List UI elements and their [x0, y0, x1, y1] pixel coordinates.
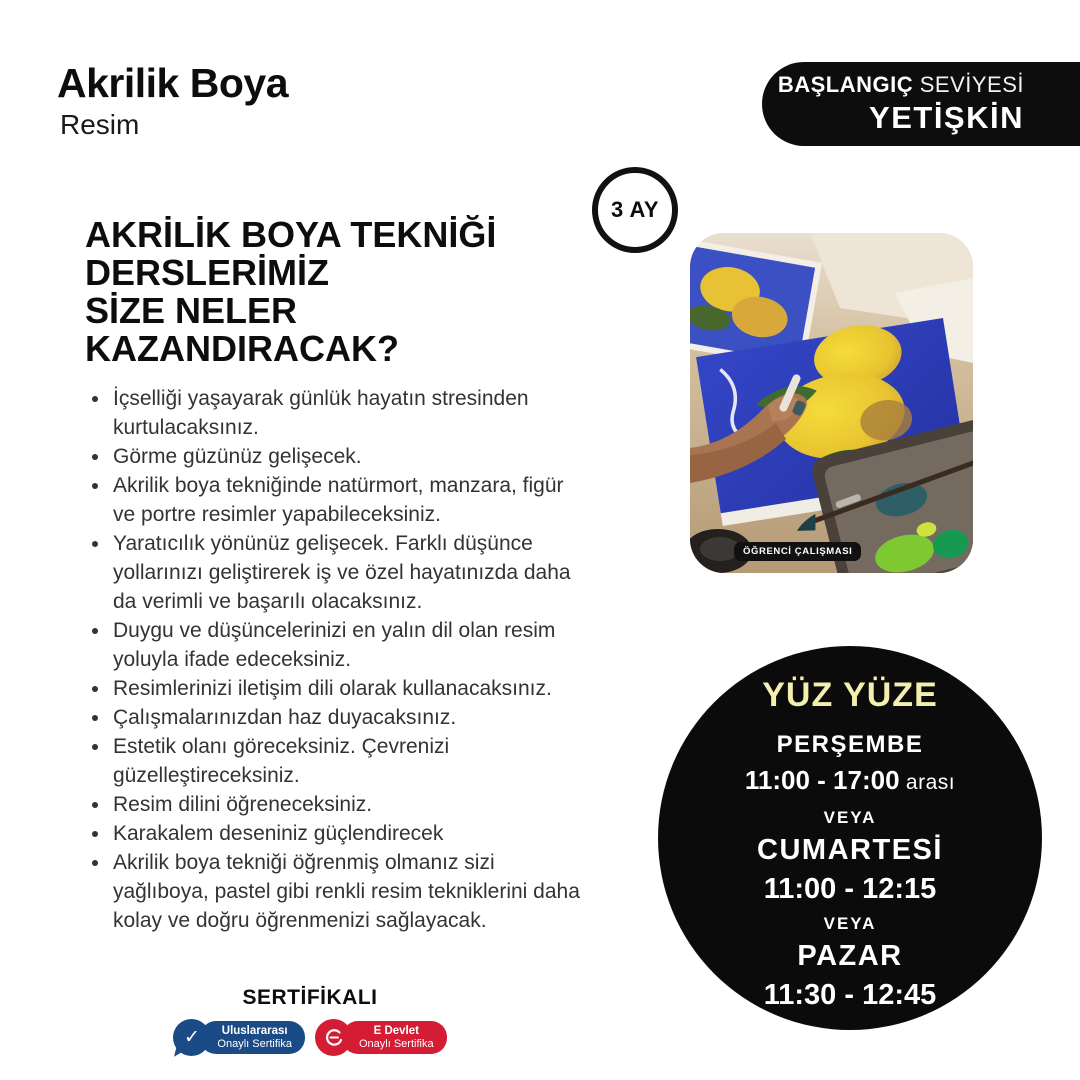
checkmark-glyph: ✓: [183, 1027, 200, 1048]
heading-line-1: AKRİLİK BOYA TEKNİĞİ: [85, 214, 497, 255]
badge-pill: [342, 1021, 447, 1055]
list-item: • Akrilik boya tekniği öğrenmiş olmanız sizi yağlıboya, pastel gibi renkli resim tekniklerini daha kolay ve doğru öğrenmenizi sağlayacak.: [111, 848, 589, 935]
badge-line2: Onaylı Sertifika: [217, 1037, 292, 1050]
schedule-time: 11:00 - 12:15: [763, 873, 937, 905]
schedule-time: 11:30 - 12:45: [763, 979, 937, 1011]
student-work-illustration: [690, 233, 973, 573]
schedule-time: [745, 765, 955, 796]
swirl-glyph: [323, 1027, 345, 1049]
section-heading: [85, 216, 496, 368]
student-work-photo: [690, 233, 973, 573]
benefits-list: [85, 384, 589, 935]
photo-caption: ÖĞRENCİ ÇALIŞMASI: [734, 542, 861, 561]
level-badge: [762, 62, 1080, 146]
list-item: • Duygu ve düşüncelerinizi en yalın dil olan resim yoluyla ifade edeceksiniz.: [111, 616, 589, 674]
heading-line-4: KAZANDIRACAK?: [85, 328, 399, 369]
list-item: • Yaratıcılık yönünüz gelişecek. Farklı düşünce yollarınızı geliştirerek iş ve özel hayatınızda daha da verimli ve başarılı olacaksınız.: [111, 529, 589, 616]
badge-line1: E Devlet: [373, 1024, 419, 1037]
schedule-day: CUMARTESİ: [757, 834, 943, 866]
list-item: • İçselliği yaşayarak günlük hayatın stresinden kurtulacaksınız.: [111, 384, 589, 442]
schedule-title: YÜZ YÜZE: [762, 676, 938, 714]
e-devlet-certificate-badge: [315, 1019, 447, 1056]
heading-line-2: DERSLERİMİZ: [85, 252, 330, 293]
schedule-time-suffix: arası: [899, 771, 956, 794]
title-block: [57, 62, 288, 141]
schedule-separator: VEYA: [823, 914, 877, 933]
heading-line-3: SİZE NELER: [85, 290, 298, 331]
certification-block: [140, 986, 480, 1056]
schedule-time-value: 11:00 - 17:00: [744, 765, 900, 795]
course-category: Resim: [60, 109, 140, 141]
schedule-circle: [658, 646, 1042, 1030]
badge-line1: Uluslararası: [221, 1024, 288, 1037]
schedule-separator: VEYA: [823, 808, 877, 827]
duration-badge: [592, 167, 678, 253]
duration-label: 3 AY: [610, 197, 660, 222]
certification-title: SERTİFİKALI: [242, 986, 378, 1009]
list-item: • Karakalem deseniniz güçlendirecek: [111, 819, 589, 848]
list-item: • Akrilik boya tekniğinde natürmort, manzara, figür ve portre resimler yapabileceksiniz.: [111, 471, 589, 529]
international-certificate-badge: [173, 1019, 305, 1056]
checkmark-icon: [173, 1019, 210, 1056]
level-word-bold: BAŞLANGIÇ: [777, 72, 914, 97]
list-item: • Resimlerinizi iletişim dili olarak kullanacaksınız.: [111, 674, 589, 703]
level-word-light: SEVİYESİ: [919, 72, 1024, 97]
course-title: Akrilik Boya: [57, 60, 288, 106]
audience-label: YETİŞKİN: [869, 100, 1024, 135]
schedule-day: PERŞEMBE: [776, 731, 924, 758]
e-devlet-swirl-icon: [315, 1019, 352, 1056]
level-line: [778, 72, 1024, 98]
schedule-day: PAZAR: [797, 940, 903, 972]
certification-badges: [140, 1019, 480, 1056]
list-item: • Görme güzünüz gelişecek.: [111, 442, 589, 471]
badge-pill: [200, 1021, 305, 1055]
list-item: • Estetik olanı göreceksiniz. Çevrenizi güzelleştireceksiniz.: [111, 732, 589, 790]
list-item: • Resim dilini öğreneceksiniz.: [111, 790, 589, 819]
badge-line2: Onaylı Sertifika: [359, 1037, 434, 1050]
list-item: • Çalışmalarınızdan haz duyacaksınız.: [111, 703, 589, 732]
